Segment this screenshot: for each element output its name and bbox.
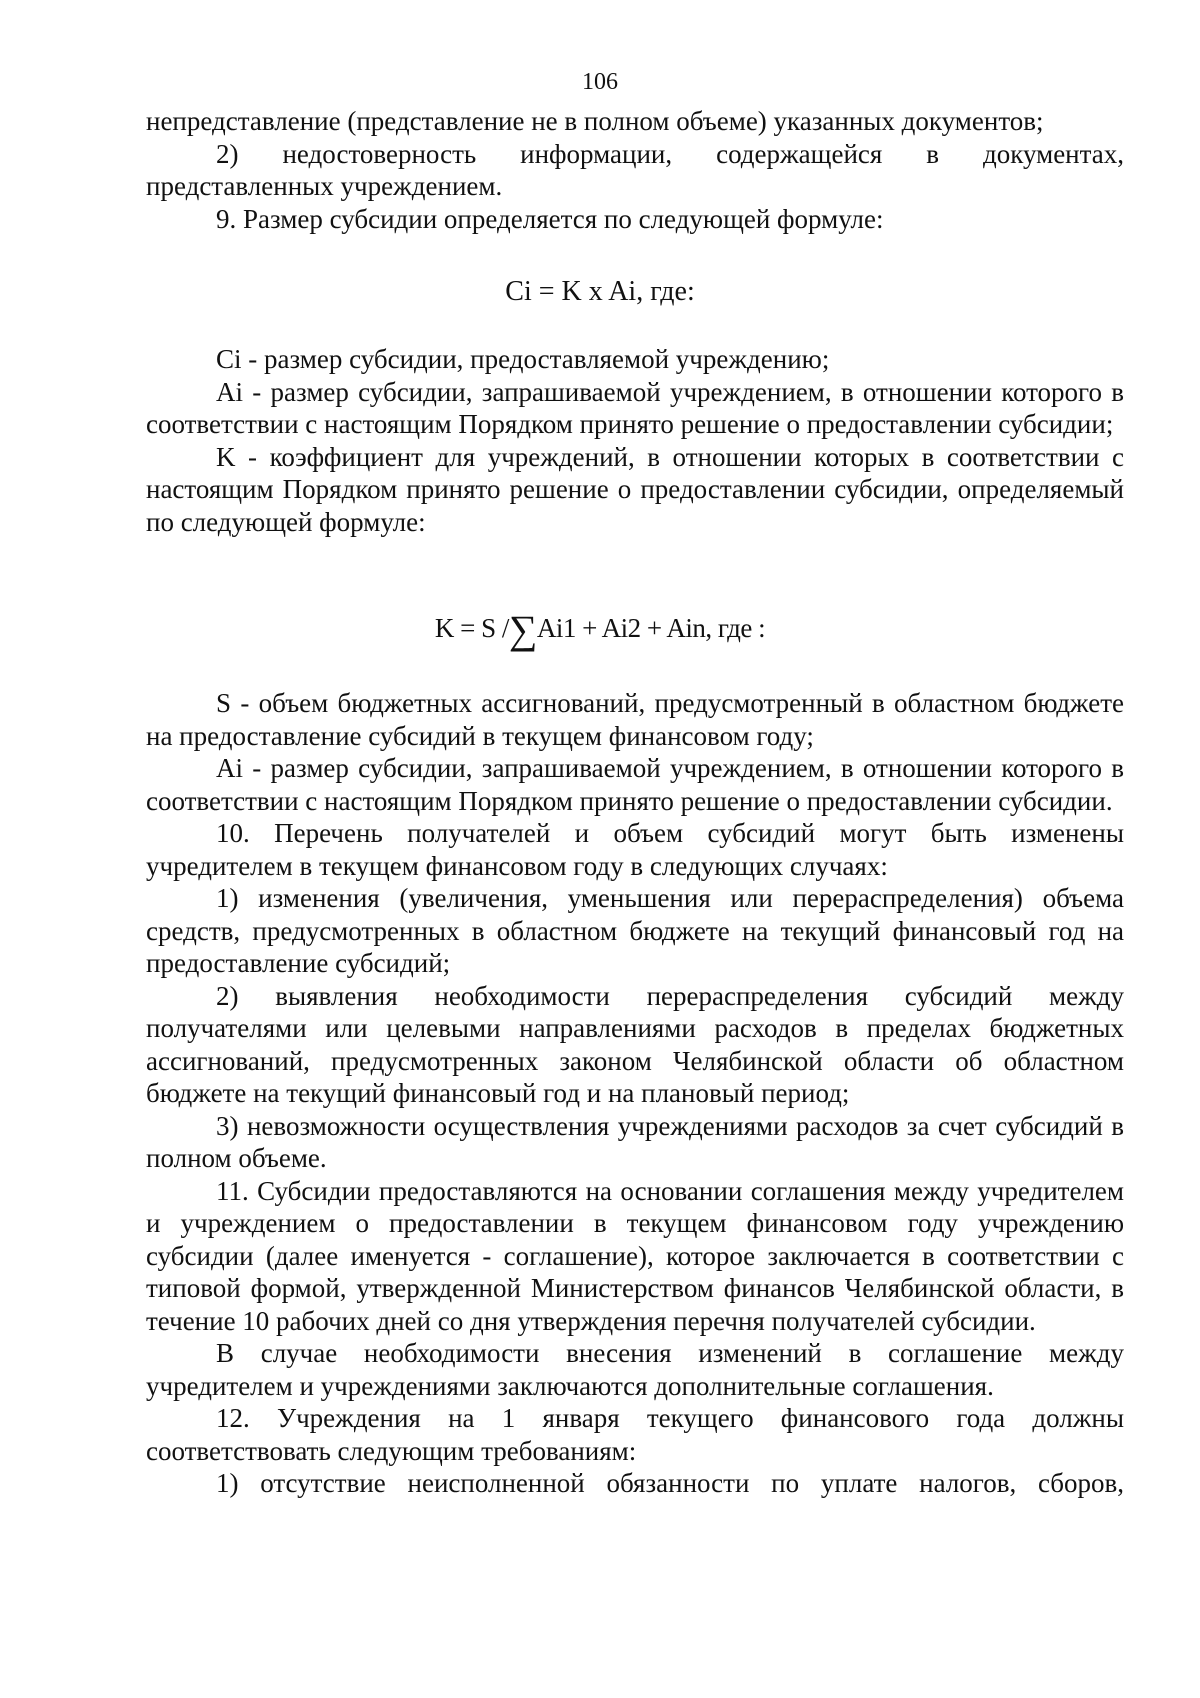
bottom-text-block: [146, 687, 1124, 1500]
paragraph: 1) изменения (увеличения, уменьшения или перераспределения) объема средств, предусмотренных в областном бюджете на текущий финансовый год на предоставление субсидий;: [146, 883, 1124, 978]
top-text-block: [146, 105, 1124, 235]
formula-ci: Ci = K x Ai, где:: [505, 276, 695, 307]
paragraph: Ci - размер субсидии, предоставляемой учреждению;: [216, 344, 830, 374]
paragraph: Ai - размер субсидии, запрашиваемой учреждением, в отношении которого в соответствии с настоящим Порядком принято решение о предоставлении субсидии.: [146, 753, 1124, 816]
middle-text-block: [146, 343, 1124, 538]
formula-k: [0, 607, 1200, 652]
paragraph: 11. Субсидии предоставляются на основании соглашения между учредителем и учреждением о предоставлении в текущем финансовом году учреждению субсидии (далее именуется - соглашение), которое заключается в соответствии с типовой формой, утвержденной Министерством финансов Челябинской области, в течение 10 рабочих дней со дня утверждения перечня получателей субсидии.: [146, 1175, 1124, 1336]
paragraph: 10. Перечень получателей и объем субсидий могут быть изменены учредителем в текущем финансовом году в следующих случаях:: [146, 818, 1124, 881]
formula-k-left: K = S /: [434, 613, 509, 643]
paragraph: 2) выявления необходимости перераспределения субсидий между получателями или целевыми направлениями расходов в пределах бюджетных ассигнований, предусмотренных законом Челябинской области об областном бюджете на текущий финансовый год и на плановый период;: [146, 980, 1124, 1108]
paragraph: В случае необходимости внесения изменений в соглашение между учредителем и учреждениями заключаются дополнительные соглашения.: [146, 1338, 1124, 1401]
paragraph: непредставление (представление не в полном объеме) указанных документов;: [146, 106, 1044, 136]
paragraph: 1) отсутствие неисполненной обязанности по уплате налогов, сборов,: [216, 1468, 1124, 1498]
paragraph: 2) недостоверность информации, содержащейся в документах, представленных учреждением.: [146, 138, 1124, 201]
paragraph: 9. Размер субсидии определяется по следующей формуле:: [216, 203, 884, 234]
sigma-symbol: ∑: [508, 607, 537, 652]
paragraph: Ai - размер субсидии, запрашиваемой учреждением, в отношении которого в соответствии с настоящим Порядком принято решение о предоставлении субсидии;: [146, 376, 1124, 439]
paragraph: S - объем бюджетных ассигнований, предусмотренный в областном бюджете на предоставление субсидий в текущем финансовом году;: [146, 688, 1124, 751]
paragraph: 12. Учреждения на 1 января текущего финансового года должны соответствовать следующим требованиям:: [146, 1403, 1124, 1466]
paragraph: 3) невозможности осуществления учреждениями расходов за счет субсидий в полном объеме.: [146, 1110, 1124, 1173]
page-number: 106: [582, 69, 618, 95]
formula-k-right: Ai1 + Ai2 + Ain, где :: [536, 613, 766, 643]
paragraph: K - коэффициент для учреждений, в отношении которых в соответствии с настоящим Порядком принято решение о предоставлении субсидии, определяемый по следующей формуле:: [146, 441, 1124, 537]
